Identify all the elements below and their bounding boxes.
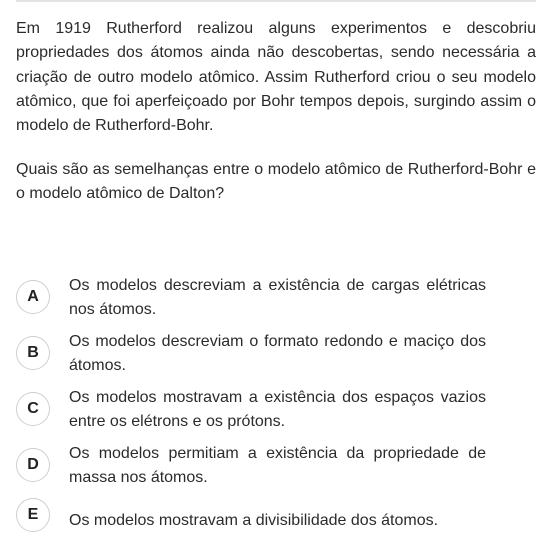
option-d-text: Os modelos permitiam a existência da propriedade de massa nos átomos. xyxy=(69,445,486,486)
option-e[interactable] xyxy=(16,498,486,533)
option-b-text: Os modelos descreviam o formato redondo e maciço dos átomos. xyxy=(69,333,486,374)
option-c[interactable] xyxy=(16,386,486,434)
option-b-letter[interactable]: B xyxy=(16,336,50,370)
question-text: Quais são as semelhanças entre o modelo atômico de Rutherford-Bohr e o modelo atômico de Dalton? xyxy=(16,161,536,202)
passage-text: Em 1919 Rutherford realizou alguns experimentos e descobriu propriedades dos átomos ainda não descobertas, sendo necessária a criação de outro modelo atômico. Assim Rutherford criou o seu modelo atômico, que foi aperfeiçoado por Bohr tempos depois, surgindo assim o modelo de Rutherford-Bohr. xyxy=(16,20,536,135)
option-d-letter[interactable]: D xyxy=(16,448,50,482)
option-a-text: Os modelos descreviam a existência de cargas elétricas nos átomos. xyxy=(69,277,486,318)
answer-options xyxy=(16,274,486,541)
option-e-letter[interactable]: E xyxy=(16,498,50,532)
option-a[interactable] xyxy=(16,274,486,322)
top-divider xyxy=(16,0,536,2)
option-e-text: Os modelos mostravam a divisibilidade dos átomos. xyxy=(69,512,439,529)
option-c-text: Os modelos mostravam a existência dos espaços vazios entre os elétrons e os prótons. xyxy=(69,389,486,430)
option-c-letter[interactable]: C xyxy=(16,392,50,426)
option-b[interactable] xyxy=(16,330,486,378)
option-d[interactable] xyxy=(16,442,486,490)
option-a-letter[interactable]: A xyxy=(16,280,50,314)
